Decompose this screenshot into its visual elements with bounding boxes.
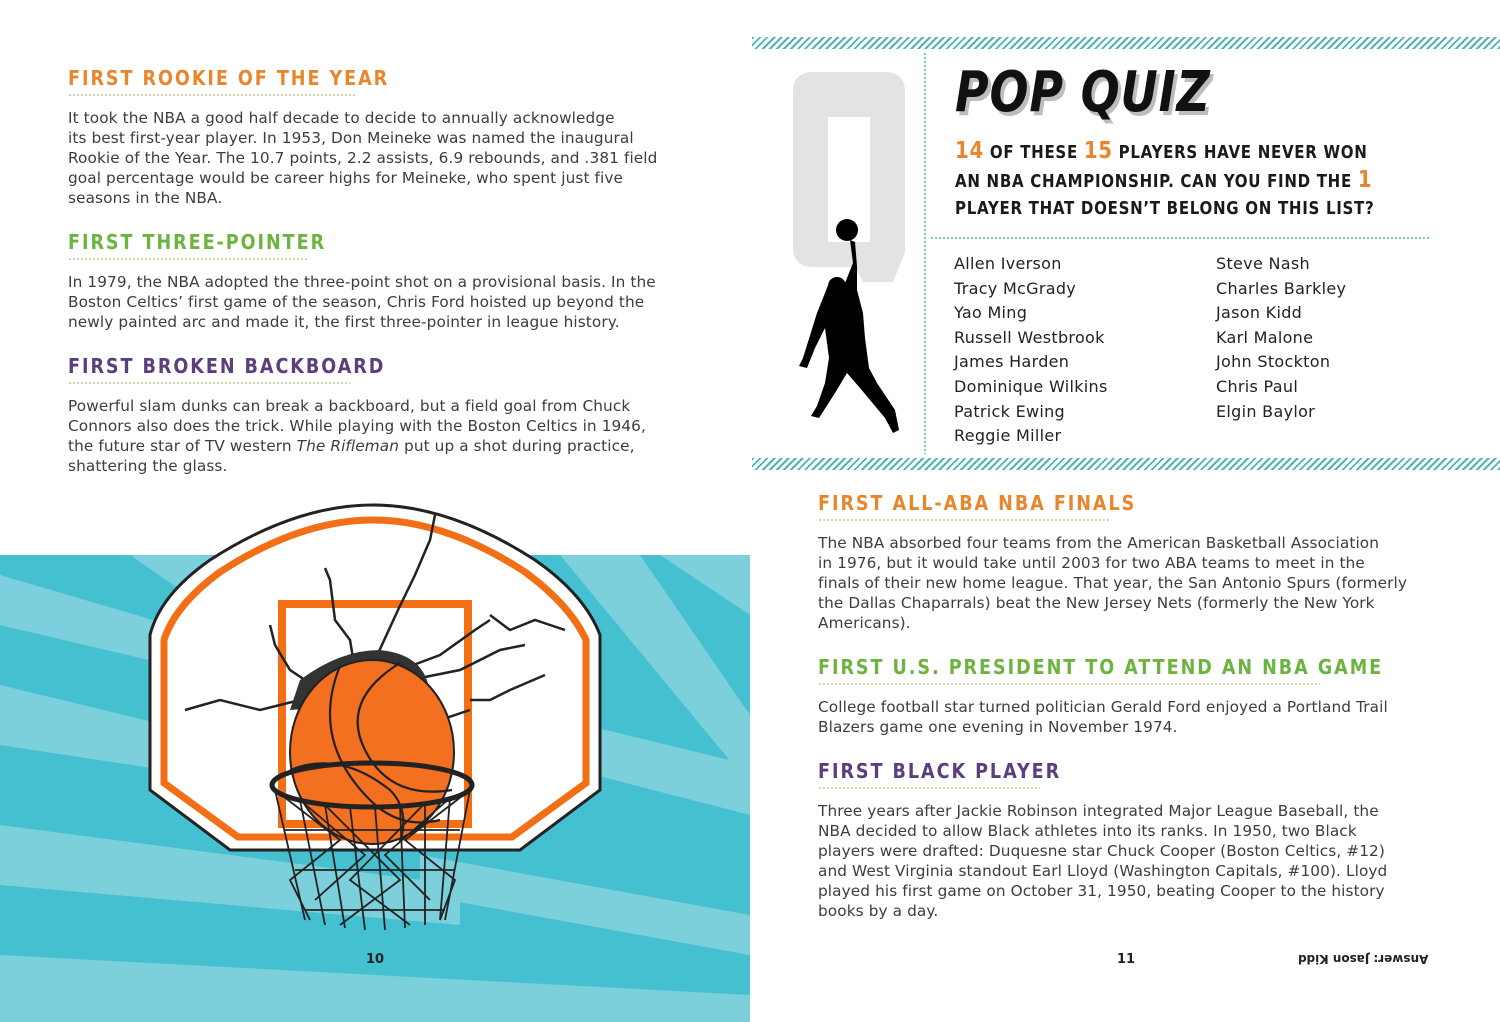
player-name: Jason Kidd (1216, 303, 1303, 323)
body-line: newly painted arc and made it, the first three-pointer in league history. (68, 313, 620, 331)
body-line: It took the NBA a good half decade to decide to annually acknowledge (68, 109, 615, 127)
quiz-bottom-stripe (752, 458, 1500, 470)
section-first-three-pointer (68, 230, 656, 332)
highlight-number: 1 (1357, 167, 1373, 193)
body-line: NBA decided to allow Black athletes into its ranks. In 1950, two Black (818, 822, 1357, 840)
player-name: Russell Westbrook (954, 327, 1105, 347)
players-list-col-1 (954, 252, 1108, 449)
section-body (68, 108, 657, 208)
body-line: played his first game on October 31, 1950, beating Cooper to the history (818, 882, 1385, 900)
dotted-divider (68, 258, 308, 260)
body-line: shattering the glass. (68, 457, 228, 475)
body-line: in 1976, but it would take until 2003 for two ABA teams to meet in the (818, 554, 1365, 572)
body-line: its best first-year player. In 1953, Don Meineke was named the inaugural (68, 129, 634, 147)
prompt-line: PLAYER THAT DOESN’T BELONG ON THIS LIST? (955, 199, 1375, 219)
quiz-prompt (955, 138, 1375, 223)
player-name: Karl Malone (1216, 327, 1314, 347)
section-body (818, 801, 1387, 921)
body-line: Americans). (818, 614, 911, 632)
quiz-title: POP QUIZ (955, 60, 1211, 125)
body-line: Rookie of the Year. The 10.7 points, 2.2 assists, 6.9 rebounds, and .381 field (68, 149, 658, 167)
player-name: Yao Ming (954, 303, 1028, 323)
page-number: 11 (1117, 952, 1136, 967)
body-line (68, 436, 646, 456)
body-line: Connors also does the trick. While playing with the Boston Celtics in 1946, (68, 417, 646, 435)
body-line: and West Virginia standout Earl Lloyd (Washington Capitals, #100). Lloyd (818, 862, 1388, 880)
section-first-president (818, 655, 1460, 737)
section-heading: FIRST BLACK PLAYER (818, 759, 1062, 783)
player-name: Tracy McGrady (954, 278, 1077, 298)
body-line: Boston Celtics’ first game of the season, Chris Ford hoisted up beyond the (68, 293, 645, 311)
section-heading: FIRST THREE-POINTER (68, 230, 327, 254)
highlight-number: 14 (955, 138, 984, 164)
section-heading: FIRST ALL-ABA NBA FINALS (818, 491, 1137, 515)
body-line: Blazers game one evening in November 1974. (818, 718, 1178, 736)
prompt-line (955, 167, 1373, 196)
section-heading: FIRST BROKEN BACKBOARD (68, 354, 386, 378)
player-name: Patrick Ewing (954, 401, 1066, 421)
player-name: Allen Iverson (954, 254, 1062, 273)
section-first-black-player (818, 759, 1387, 921)
body-line: The NBA absorbed four teams from the American Basketball Association (818, 534, 1380, 552)
prompt-text: PLAYERS HAVE NEVER WON (1112, 143, 1368, 163)
dotted-divider (68, 94, 356, 96)
body-line: Powerful slam dunks can break a backboard, but a field goal from Chuck (68, 397, 631, 415)
dunking-player-silhouette-icon (795, 218, 915, 443)
body-line: players were drafted: Duquesne star Chuck Cooper (Boston Celtics, #12) (818, 842, 1385, 860)
section-first-all-aba-finals (818, 491, 1407, 633)
body-line: the Dallas Chaparrals) beat the New Jersey Nets (formerly the New York (818, 594, 1375, 612)
players-list-col-2 (1216, 252, 1346, 424)
body-line: In 1979, the NBA adopted the three-point shot on a provisional basis. In the (68, 273, 656, 291)
player-name: Dominique Wilkins (954, 376, 1108, 396)
section-body (818, 533, 1407, 633)
body-line: books by a day. (818, 902, 939, 920)
body-line: finals of their new home league. That year, the San Antonio Spurs (formerly (818, 574, 1407, 592)
section-first-rookie (68, 66, 657, 208)
body-line: Three years after Jackie Robinson integrated Major League Baseball, the (818, 802, 1379, 820)
player-name: Steve Nash (1216, 254, 1310, 273)
player-name: Reggie Miller (954, 426, 1062, 446)
section-body (68, 272, 656, 332)
section-heading: FIRST U.S. PRESIDENT TO ATTEND AN NBA GAME (818, 655, 1384, 679)
prompt-line (955, 138, 1368, 167)
quiz-horizontal-divider (930, 237, 1430, 239)
broken-backboard-illustration (140, 500, 610, 940)
body-line: College football star turned politician Gerald Ford enjoyed a Portland Trail (818, 698, 1388, 716)
italic-title: The Rifleman (296, 437, 400, 455)
page-number: 10 (366, 952, 385, 967)
player-name: Charles Barkley (1216, 278, 1347, 298)
section-heading: FIRST ROOKIE OF THE YEAR (68, 66, 390, 90)
dotted-divider (818, 683, 1320, 685)
section-body (818, 697, 1460, 737)
prompt-text: AN NBA CHAMPIONSHIP. CAN YOU FIND THE (955, 172, 1358, 192)
player-name: John Stockton (1216, 352, 1331, 372)
upside-down-answer: Answer: Jason Kidd (1298, 952, 1429, 966)
body-line: seasons in the NBA. (68, 189, 223, 207)
player-name: Chris Paul (1216, 376, 1299, 396)
player-name: Elgin Baylor (1216, 401, 1316, 421)
highlight-number: 15 (1083, 138, 1113, 164)
quiz-top-stripe (752, 37, 1500, 49)
section-body (68, 396, 646, 476)
player-name: James Harden (954, 352, 1070, 372)
body-text: the future star of TV western (68, 437, 297, 455)
dotted-divider (68, 382, 350, 384)
dotted-divider (818, 519, 1110, 521)
prompt-text: OF THESE (983, 143, 1084, 163)
section-first-broken-backboard (68, 354, 646, 476)
body-text: put up a shot during practice, (399, 437, 635, 455)
dotted-divider (818, 787, 1040, 789)
quiz-vertical-divider (924, 52, 926, 454)
body-line: goal percentage would be career highs for Meineke, who spent just five (68, 169, 624, 187)
